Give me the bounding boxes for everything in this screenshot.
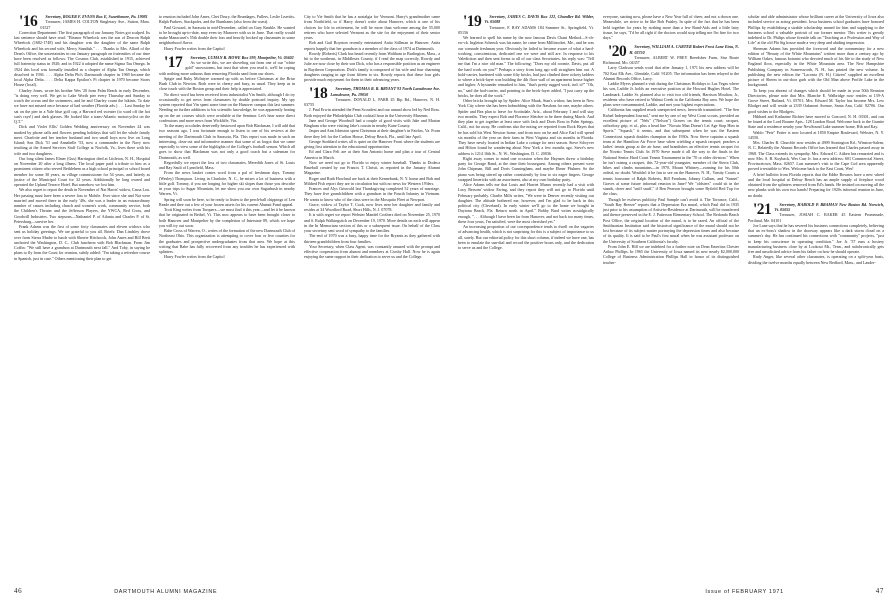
paragraph: to reunion included John Ames, Chet Drury, the Brundages, Fullers, Leslie Leavitts, Ralph Parkers, Stackpoles, and the Burnhams (also from the coast). [159, 14, 295, 25]
paragraph: Frances and Alys Griswold last Thanksgiving completed 52 years of marriage. They have five grandchildren with a grandson in the Fourth Infantry in Vietnam. He wants to know who of the class were in the Mosquito Fleet at Newport. [304, 186, 440, 202]
paragraph: Larry Clarkson sends word that after January 1, 1971 his new address will be 702 East Elk Ave., Glendale, Calif. 91205. The information has been relayed to the Alumni Records Office, Larry. [603, 65, 739, 81]
paragraph: scholar and able administrator whose brilliant career at the University of Iowa also included service as acting president. Iowa business school graduates have honored Phillips by establishing a sizable scholarship named for him and supplying to the business school a valuable portrait of our former mentor. This writer is greatly indebted to Dr. Philips whose fireside talk on "Teaching as a Profession and Way of Life" at the old Phi Sig house made a very deep and abiding impression. [748, 14, 884, 46]
paragraph: As we write this, we are shoveling out from one of our "white gold" snowstorms, but trust that when you read it, we'll be coping with nothing more arduous than removing Florida sand from our shoes. [159, 60, 295, 76]
paragraph: From the news basket comes word from a pal of freshman days, Tommy (Wesley) Thompson. Living in Charlotte, N. C., he mixes a lot of business with a little golf. Tommy, if you are longing for higher ski slopes than those you describe in your trips to Sugar Mountain, let me show you our own Sugarbush in nearby Warren, Vt. [159, 170, 295, 197]
column-1 [14, 14, 150, 579]
paragraph: Other bricks brought up by Spider: Alice Mauk, Stan's widow, has been in New York City where she has been hobnobbing with the Nasdons for one, maybe others. Spider and Bea plan to leave for Scottsdale, Ariz., about February 1 and will stay two months. They expect Bob and Florence Sletcher to be there during March. And they plan to get together at least once with Jack and Doris Ross in Palm Springs, Calif., not far away. He confirms also the noting we reported from Rock Hayes that he has sold his West Newton home, and from now on he and Alice Earl will spend six months of the year on their farm in West Virginia and six months in Florida. They have newly located in Indian Lake a cottage for next season. Steve Schryver and Hilton found he wandering about New York a few months ago. Steve's new address is 1214 16th St., N. W., Washington, D. C. 20036. [458, 98, 594, 156]
paragraph: Waldo "Pete" Potter is now located at 1850 Empire Boulevard, Webster, N. Y. 14550. [748, 129, 884, 140]
paragraph: Charley Jones, wrote his brother Wes '20 from Palm Beach in early December, "is doing very well. We get to Lake Worth pier every Thursday and Sunday to watch the ocean and the swimmers, and he and Charley count the bikinis. To date we have not missed once because of bad weather (Florida adv.) . . . Last Sunday he sat on the pier in a Yale blue golf cap, a Harvard red sweater (to ward off the hot sun's rays!) and dark glasses. He looked like a trans-Atlantic motorcyclist on the Q.T." [14, 87, 150, 125]
class-officers: Secretary, THOMAS R. R. BRYANT 93 North Lansdowne Ave. Lansdowne, Pa. 19050 [330, 86, 440, 97]
paragraph: Laddie Myers planned a visit during the Christmas Holidays to Las Vegas where his son, Laddie Jr. holds an executive position at the Howard Hughes Hotel, The Landmark. Laddie Sr. planned also to visit two old friends, Harrison Moulton, Jr., residents who have retired to Walnut Creek in the California Bay area. We hope the plans were consummated, Laddie, and met your highest expectations. [603, 81, 739, 108]
paragraph: No direct word has been received from industrialist Vin Smith, although I do try occasionally to get news from classmates by double postcard inquiry. My spy system reported that Vin spent some time on the Hanover campus this last summer. Needing no further additions to his scientific knowledge, he was apparently honing up on the art courses which were available at the Seminar. Let's hear some direct confessions and more news from Wickliffe, Vin. [159, 91, 295, 123]
paragraph: Roger and Ruth Howland are back at their Kennebunk, N. Y. home and Bob and Mildred Fish report they are in circulation but with no news for Western 19'ders. [304, 175, 440, 186]
paragraph: Right away comes to mind one occasion when the Haynses threw a birthday party for George Rand, at the time their houseguest. Among others present were John Chipman, Bill and Doris Cunningham, and maybe Elmer Pfuhner. So the piano was being stirred up rather consistently by four to six eager fingers. George swapped limericks with an assortment, also at my own birthday party. [458, 155, 594, 182]
paragraph: Rudy Anger, like several other classmates, is operating on a split-year basis, dividing the twelve months equally between New Bedford, Mass., and Lauder- [748, 254, 884, 265]
paragraph: Harry Fowler writes from the Capitol [164, 254, 225, 260]
paragraph: We learned to spell his name by the now famous Davis Chant Method—S-ch-ew-ck. Ingleton Schenck was his name, he came from Millinocket, Me., and he was our comrade freshman year. Obviously he failed to become aware of what a hard-working, conscientious, dedicated one we were and still are. In response to his Valediction and then sent forms to all of our class Secretaries, his reply was: "Tell me that I'm a nice old man." The following: "Does my old roomie, Davis, put all the hard work on you?" Perhaps a story from long ago will straighten him out. A bold-carrier, burdened with some fifty bricks, had just climbed three rickety ladders to where a brick-layer was building the 4th floor wall of an apartment house higher and higher. A bystander remarked to him, "that's pretty rugged work, isn't it?" "Oh, no," said the hod-carrier, and pointing to the brick-layer added, "I just carry up the bricks, he does all the work." [458, 35, 594, 98]
class-officers-2: Treasurer, JAMES H. COLTON Singletary Ave., Sutton, Mass. 01527 [40, 19, 150, 30]
class-officers: Secretary, HAROLD P. BRAMAN New Boston Rd. Norwich, Vt. 05055 [774, 201, 884, 212]
paragraph: The end of 1970 was a busy, happy time for the Bryants as they gathered with thirteen grandchildren from four families. [304, 233, 440, 244]
paragraph: J. Paul Erwin attended the Penn Scoutfest and our annual show led by Ned Ross. Both enjoyed the Philadelphia Club cocktail hour in the University Museum. [304, 107, 440, 118]
paragraph: everyone, starting now, please have a New Year full of cheer, and not a drown one. Meanwhile, we strive to be like Bob Paisley. In spite of the fact that he has been held together for years by nothing more than a few Band-Aids and a little fairy tissue, he says, "I'd be all right if the doctors would stop telling me I'm fine for two days." [603, 14, 739, 40]
paragraph: From John E. Hill we are indebted for a further note on Dean Emeritus Chester Arthur Phillips. In 1965 the University of Iowa named its new nearly $2,000,000 College of Business Administration Phillips Hall in honor of its distinguished teacher- [603, 243, 739, 265]
class-officers: Secretary, ROGER F. EVANS Box E, Swarthmore, Pa. 19081 [45, 14, 148, 19]
class-year: '17 [164, 53, 183, 71]
class-officers-2: Treasurer, DONALD L. PARR 45 Rip Rd., Hanover, N. H. 03755 [304, 96, 440, 108]
class-officers-2: Treasurer, JOSIAH C. BAKER 45 Eastern Promenade, Portland, Me. 04101 [748, 212, 884, 223]
page-right [448, 0, 896, 600]
paragraph: Correction Department: The first paragraph of our January Notes got scalped. Its last sentence should have read: "Eleanor Wheelock was the son of Deacon Ralph Wheelock (1682-1748) and his daughter was the daughter of the same Ralph Wheelock and his second wife, Mercy Standish." . . . Thanks to Mrs. Allard of the Dean's Office, the uncertainties in our January paragraph on fraternities of our time have been resolved as follows: The Cosmos Club, established in 1915, achieved full fraternity status in 1920; and in 1922 it adopted the name Sigma Tau Omega. In 1924 this local was formally installed as a chapter of Alpha Tau Omega, which dissolved in 1936. . . . Alpha Delta Phi's Dartmouth chapter in 1969 became the local Alpha Delta. . . . Delta Kappa Epsilon's Pi chapter in 1970 became Storrs House (local). [14, 29, 150, 88]
class-officers-2: Treasurer, F. RAY ADAMS 184 Summer St., Springfield, Vt. 05156 [458, 24, 594, 35]
page-footer-left [14, 579, 440, 600]
paragraph: Ed and Clara Felt are at their San Antonio home and plan a tour of Central America in March. [304, 149, 440, 160]
class-year: '20 [608, 43, 627, 61]
paragraph: Though he eschews publicity Paul Sample can't avoid it. The Torrance, Calif., "South Bay Breeze" reports that a Depression Era mural, which Paul did in 1935 just prior to his assumption of Artist-in-Residence at Dartmouth, will be transferred and thence preserved in the E. J. Patterson Elementary School. The Redondo Beach Post Office, the original location of the mural, is to be razed. An official of the Smithsonian Institution said the historical significance of the mural should not be lost because of its subject matter portraying the depression times and also because of its quality. It is said to be Paul's first mural when he was assistant professor on the University of Southern California's faculty. [603, 196, 739, 244]
class-officers-2: Treasurer, ALBERT W. FREY Beerdsbes Farm, Star Route Richmond, Mo. 04357 [603, 54, 739, 66]
paragraph: To keep you abreast of changes which should be made in your 50th Reunion Directories, please note that Mrs. Blanche E. Walbridge now resides at 139-A Grove Street, Rutland, Vt. 05701; Mrs. Edward M. Taylor has become Mrs. Lew Blodget and will reside at 2339 Oakmont Avenue, Santa Ana, Calif. 92706. Our good wishes to the Blodgets. [748, 87, 884, 114]
class-year: '19 [463, 14, 482, 30]
class-officers: Secretary, LUMAN B. HOWE Box 599, Montpelier, Vt. 05602 [190, 54, 294, 60]
paragraph: Paul Goward, in Sarasota in mid-December, called on Gary Knuble. He wanted to be brought up-to-date, may even try Manover with us in June. That really would make Manacuset's 55th double their loss and heavily hocked up classmates in some neighborhood flavor. [159, 24, 295, 46]
paragraph: Grace, widow of Taylor T. Cook, now lives near her daughter and family and resides at 34 Woodford Road, Short Hills, N. J. 07078. [304, 201, 440, 213]
paragraph: Babe Cross of Warren, O., writes of the formation of the new Dartmouth Club of Northeast Ohio. This organization is attempting to cover four or five counties for the graduates and prospective undergraduates from that area. We hope at this writing that Babe has fully recovered from any troubles he has experienced with splinters. [159, 228, 295, 254]
class-year: '18 [309, 85, 328, 103]
paragraph: Sherman Adams has provided the foreword and the commentary for a new edition of "Beauty of the White Mountains" written more than a century ago by William Oakes, famous botanist who devoted much of his life to the study of New England flora, especially in the White Mountain area. The New Hampshire Publishing Company in Somersworth, N. H., has printed the new volume. In publishing the new edition the "Laconia (N. H.) Citizen" supplied an excellent picture of Sherm in out-door garb with the Old Man above Profile Lake in the background. [748, 45, 884, 88]
class-officers: Secretary, JAMES C. DAVIS Box 122, Chandler Rd. Wilder, Vt. 05088 [484, 14, 594, 25]
paragraph: We also regret to report the death in November of Nat Harris' widow, Cassa Lou. Her passing must have been a severe loss to Mobile. Ever since she and Nat were married and moved there in the early '40s, she was a leader in an extraordinary number of causes including church and women's work, community service, both the Children's Theater and the Jefferson Players, the YWCA, Red Cross, and Goodwill Industries. Two stepsons—Nathaniel P. of Atlanta and Charles P. of St. Petersburg—survive her. [14, 187, 150, 224]
column-3 [304, 14, 440, 579]
folio-number: 47 [875, 587, 884, 595]
column-4 [458, 14, 594, 579]
page-right-columns [458, 14, 884, 579]
paragraph: To the many accolades deservedly bestowed upon Bob Blackman, I will add that two seasons ago, I was fortunate enough to listen to one of his reviews at the meeting of the Dartmouth Club in Sarasota, Fla. This report was made in such an interesting, clear-cut and informative manner that some of us forgot that we came especially to view some of the highlights of the College's football season. Which all goes to show that Blackman was not only a good coach but a salesman for Dartmouth, as well. [159, 123, 295, 160]
paragraph: George Stoddard writes all is quiet on the Hanover Front where the students are giving first attention to the educational opportunities. [304, 138, 440, 150]
class-year: '21 [753, 200, 772, 218]
paragraph: Spring will soon be here, so be ready to listen to the perch-ball chippings of Len Reade and thee out a few of your frozen assets for his current Alumni Fund appeal. [159, 196, 295, 207]
paragraph: It is with regret we report Webster Mandel Crothers died on November 25, 1970 and S. Ralph Walkingstick on December 19, 1970. More details on each will appear in the In Memoriam section of this or a subsequent issue. On behalf of the Class your secretary sent word of sympathy to the families. [304, 212, 440, 234]
paragraph: Bob and Gail Boynton recently entertained Anita Stillman in Hanover. Anita reports happily that her grandson is a member of the class of 1974 at Dartmouth. [304, 40, 440, 51]
column-5 [603, 14, 739, 579]
paragraph: Alice Adams tells me that Louis and Harriet Munro recently had a visit with Lucy Bersom' widow Ewing, and they report they will not go to Florida until February probably. Charlie Mills writes, "We were in Denver recently visiting our daughter. The altitude bothered me, however, and I'm glad to be back in this political city (Cleveland). In early winter we'll go to the home we bought in Daytona Beach, Fla. Return north in April." Bobby Bard writes nostalgically enough, ". . . Although I have been far from Hanover, and not back too many times, these four years, I'm satisfied, were the most cherished yet." [458, 182, 594, 224]
column-6 [748, 14, 884, 579]
paragraph: Dick and Violet Ellis' Golden Wedding anniversary on November 24 was marked by phone calls and flowers pending holidays that will let the whole family meet. Charlotte and her teacher husband and two small boys now live on Long Island; Son Dick '51 and Annabelle '53, now a commander in the Navy now teaching at the Armed Services Staff College at Norfolk, Va., lives there with his wife and two daughters. [14, 124, 150, 156]
paragraph: Your Secretary, when Class Agent, was constantly amazed with the prompt and effective cooperation from alumni and members at Crosby Hall. Now he is again enjoying the same rapport in their dedication to serve us and the College. [304, 243, 440, 260]
running-head: DARTMOUTH ALUMNI MAGAZINE [114, 589, 218, 595]
paragraph: Regretfully we report the loss of two classmates, Meredith Jones of St. Louis and Ray Sault of Lynnfield, Mass. [159, 159, 295, 170]
page-footer-right [458, 579, 884, 600]
page-left-columns [14, 14, 440, 579]
class-year: '16 [19, 14, 38, 30]
class-officers: Secretary, WILLIAM A. CARTER Robert Frost Lane Etna, N. H. 03750 [629, 44, 739, 55]
paragraph: Jane and George Woodruff had a couple of good visits with Jake and Marian Bingham who were visiting Jake's cousin in nearby Kane County. [304, 117, 440, 129]
paragraph: Spigie and Ruby McIntyre warmed up with us before Christmas at the Briar Bush Club in Newton. Both were in cheery and busy, as usual. They keep us in close touch with the Boston group and their help is appreciated. [159, 75, 295, 92]
paragraph: Mrs. Charles R. Churchle now resides at 4909 Stonington Rd., Winston-Salem, N. C. Belatedly the Alumni Records Office has learned that Charles passed away in 1968. The Class extends its sympathy. Mrs. Edward C. Aitken has remarried and is now Mrs. S. B. Kuyback, Wes Curr Jr. has a new address: 601 Commercial Street, Provincetown, Mass. 02657. Last summer's visit to the Cape Cod area apparently proved irresistible to Wes. Welcome back to the East Coast, Wes! [748, 140, 884, 172]
paragraph: Joe Lane says that he has severed his business connections completely, believing that an ex-boss's shadow in the doorway appears like a dark storm cloud on a summer's day. He has continued his connections with "community" projects, "just to keep his conscience in operating condition." Joe Jr. '57 runs a hosiery manufacturing business close by at Lookout Mt., Tenn., and subchronically gets free and unsolicited advice from his father on how he should operate. [748, 222, 884, 255]
paragraph: Frank Adams was the first of some forty classmates and eleven widows who sent us holiday greetings. We are grateful to you all. Briefs: Dan Lindsley drove over from Sierra Madre to lunch with Sherrie Hitchcock, John Ames and Bill Brett anchored the Washington, D. C., Club luncheon with Bob Blackman. From Jim Coffin: "We still have a grandson at Dartmouth next fall." And Toby, in saying he plans to fly from the Coast for reunion, subtly added: "I'm taking a refresher course in Spanish, just in case." Others mentioning their plan to get [14, 224, 150, 261]
paragraph: California has supplied much unexpected news, herewith transmitted. "The Sen Rafael Independent Journal," sent me by one of my West Coast scouts, provided an excellent picture of "Nels" ("Nelson") Graves on the tennis court; racquet, orthodoxy grip, et al., plus a head line "Novato Man Doesn't Let Age Stop Him in Sports." "Squash," it seems, and that subsequent when he was the Eastern Connecticut squash doubles champion in the 1930s. Now Steve captains a squash team at the Hamilton Air Force base when wielding a squash racquet; peaches a ladies' tennis group at the air base; and brandishes an effective tennis racquet for the Novato Tennis Club. In 1970 Steve made it all the way to the finals in the National Senior Hard Court Tennis Tournament in the '70 or older division." When he isn't raising a racquet, this 72-year-old youngster, member of the Sierra Club, hikes and climbs mountains—in 1970, Mount Whitney—running for his 50th ordeal, no doubt. Wouldn't it be fun to see on the Hanover, N. H., Varsity Courts a tennis foursome of Ralph Roberts, Bill Farnham, Johnny Cullum, and "Sunset" Graves at some future informal reunion in June? We "oldsters" could sit in the stands, cheer and "sniff snuff," if Ben Pearson brought some Byfield Red Top for the class. [603, 107, 739, 197]
folio-number: 46 [14, 587, 23, 595]
paragraph: Trott King writes from Torquers—we must find it this year—and let it be known that he originated in Bethel, Vt. This now appears to have been brought closer to both Hanover and Montpelier by the completion of Interstate 89, which we hope you will try out soon. [159, 207, 295, 228]
paragraph: Hibbard and Katharine Richter have moved to Concord, N. H. 03301, and can be found at the Lord Bourne Apts., 128 London Road. Welcome back to the Granite State and a residence nearby your NewSound Lake summer home, Hib and Kay. [748, 113, 884, 130]
paragraph: A brief bulletin from Florida reports that the Eddie Bownes have a new wheel and the local hospital at Delray Beach has an ample supply of fireplace wood obtained from the splinters removed from Ed's hands. He insisted on moving all the new planks with his own two hands! Preparing for 1920s informal reunion in June, no doubt. [748, 171, 884, 198]
paragraph: An increasing proportion of our correspondence tends to dwell on the vagaries of advancing health, which is not surprising for this is a subject of importance to us all, surely. But our editorial policy for this short column, if indeed we have one, has been to emulate the sun-dial and record the positive hours only, and the dedication to serve us and the College. [458, 224, 594, 251]
paragraph: Harry Fowler writes from the Capitol [164, 45, 225, 51]
paragraph: Jasper and Ann Johnston spent Christmas at their daughter's in Fairfax, Va. From there they left for the Carlton House, Delray Beach, Fla., until late April. [304, 128, 440, 139]
paragraph: Now we need not go to Florida to enjoy winter baseball. Thanks to Dodeca Baseball created by our Francis T. Christi, as reported in the January Alumni Magazine. [304, 159, 440, 176]
paragraph: Our long silent James Elmer (Gus) Harrington died at Littleton, N. H., Hospital on November 20 after a long illness. The local paper paid a tribute to him as a prominent citizen who served Bethlehem as a high school principal or school board member for some 30 years, as village commissioner for 54 years, and latterly as justice of the Municipal Court for 32 years. Additionally he long owned and operated the Upland Terrace Hotel. But somehow we lost him. [14, 155, 150, 188]
paragraph: Rowdy (Roberts) Clark has heard recently from Waltham to Burlington, Mass., a bit to the northeast, in Middlesex County, if I read the map correctly. Rowdy and Julie are now close by their son Dick, who has a responsible position as an engineer in Raytheon Corporation. Dick's family is composed of his wife and four charming daughters ranging in age from fifteen to six. Rowdy reports that these four girls provide much enjoyment for them in their advancing years. [304, 50, 440, 82]
column-2 [159, 14, 295, 579]
issue-line: Issue of FEBRUARY 1971 [705, 589, 784, 595]
paragraph: City to Vie Smith that he has a nostalgia for Vermont. Harry's grandmother came from Northfield, so if Harry doesn't write about Hanover, which is one of his choices for life in retirement, he will be more than welcome among the 55,000 retirees who have selected Vermont as the site for the enjoyment of their senior years. [304, 14, 440, 40]
